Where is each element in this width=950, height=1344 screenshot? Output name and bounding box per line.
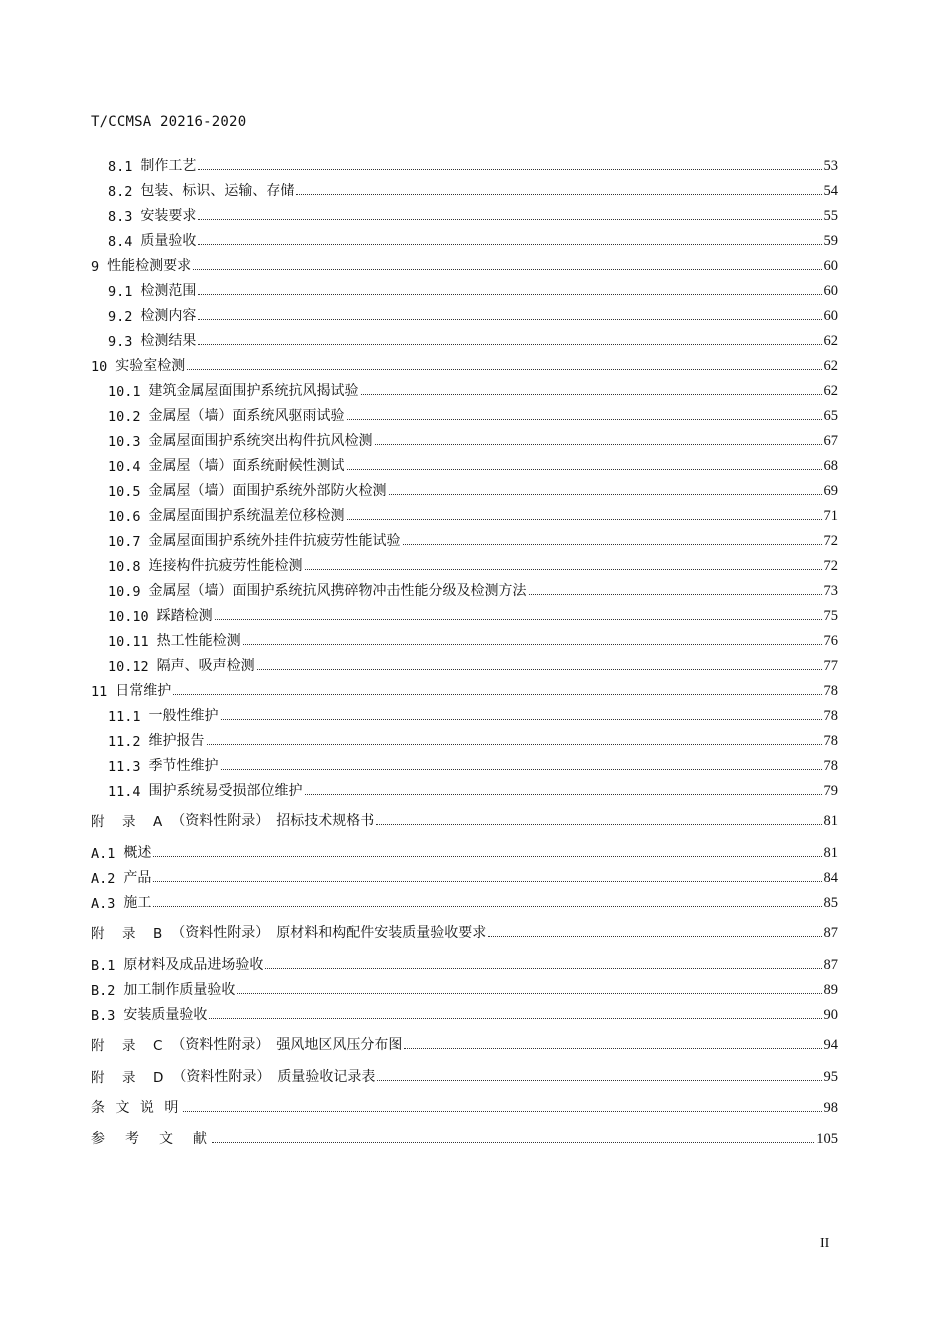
- toc-entry[interactable]: [108, 705, 838, 725]
- toc-entry-page: 72: [823, 533, 838, 549]
- toc-entry-number: 8.3: [108, 209, 133, 225]
- toc-entry-title: 金属屋（墙）面系统风驱雨试验: [148, 408, 345, 424]
- toc-entry[interactable]: [91, 680, 838, 700]
- toc-entry-title: （资料性附录） 原材料和构配件安装质量验收要求: [164, 925, 487, 941]
- toc-entry-title: 安装要求: [140, 208, 197, 224]
- toc-entry-page: 78: [823, 708, 838, 724]
- toc-leader-dots: [361, 394, 822, 395]
- toc-entry-page: 85: [823, 895, 838, 911]
- toc-entry[interactable]: [108, 780, 838, 800]
- toc-entry-title: 隔声、吸声检测: [156, 658, 255, 674]
- toc-leader-dots: [198, 244, 821, 245]
- toc-entry-title: 参 考 文 献: [91, 1131, 210, 1147]
- toc-entry[interactable]: [108, 480, 838, 500]
- toc-entry-title: 检测结果: [140, 333, 197, 349]
- toc-entry-page: 87: [823, 925, 838, 941]
- toc-leader-dots: [237, 993, 821, 994]
- toc-leader-dots: [215, 619, 822, 620]
- toc-entry-title: 金属屋面围护系统温差位移检测: [148, 508, 345, 524]
- toc-entry-number: 11.3: [108, 759, 141, 775]
- toc-entry-number: B.2: [91, 983, 116, 999]
- toc-entry-number: 10.5: [108, 484, 141, 500]
- toc-entry-number: 9.3: [108, 334, 133, 350]
- toc-entry[interactable]: [108, 180, 838, 200]
- toc-entry[interactable]: [108, 205, 838, 225]
- toc-entry-title: 围护系统易受损部位维护: [148, 783, 303, 799]
- toc-leader-dots: [347, 469, 822, 470]
- toc-entry[interactable]: [91, 1066, 838, 1086]
- toc-entry-number: 11: [91, 684, 108, 700]
- toc-leader-dots: [377, 1080, 821, 1081]
- toc-entry[interactable]: [108, 530, 838, 550]
- toc-entry-title: 一般性维护: [148, 708, 219, 724]
- toc-leader-dots: [305, 794, 822, 795]
- toc-entry-title: 检测范围: [140, 283, 197, 299]
- toc-entry-page: 87: [823, 957, 838, 973]
- toc-entry[interactable]: [108, 605, 838, 625]
- toc-leader-dots: [243, 644, 822, 645]
- toc-leader-dots: [265, 968, 821, 969]
- toc-leader-dots: [198, 344, 821, 345]
- toc-entry-number: B.1: [91, 958, 116, 974]
- toc-entry-page: 78: [823, 733, 838, 749]
- toc-entry-number: 9.2: [108, 309, 133, 325]
- toc-entry-number: 9.1: [108, 284, 133, 300]
- toc-entry-title: 安装质量验收: [123, 1007, 208, 1023]
- toc-entry-title: （资料性附录） 质量验收记录表: [165, 1069, 376, 1085]
- toc-entry[interactable]: [91, 954, 838, 974]
- toc-entry[interactable]: [108, 555, 838, 575]
- toc-entry[interactable]: [91, 892, 838, 912]
- toc-leader-dots: [198, 169, 821, 170]
- toc-entry-number: 8.2: [108, 184, 133, 200]
- toc-entry-title: 实验室检测: [115, 358, 186, 374]
- toc-entry-page: 69: [823, 483, 838, 499]
- toc-leader-dots: [347, 519, 822, 520]
- toc-entry-number: 10.1: [108, 384, 141, 400]
- toc-entry-title: 加工制作质量验收: [123, 982, 236, 998]
- toc-entry-title: 制作工艺: [140, 158, 197, 174]
- toc-entry-page: 95: [823, 1069, 838, 1085]
- toc-leader-dots: [221, 769, 822, 770]
- toc-entry-number: 10.7: [108, 534, 141, 550]
- toc-entry-page: 67: [823, 433, 838, 449]
- toc-entry-number: A.2: [91, 871, 116, 887]
- toc-entry-title: 连接构件抗疲劳性能检测: [148, 558, 303, 574]
- toc-entry[interactable]: [108, 630, 838, 650]
- toc-entry-page: 73: [823, 583, 838, 599]
- toc-entry-number: 8.4: [108, 234, 133, 250]
- toc-entry-title: 金属屋面围护系统外挂件抗疲劳性能试验: [148, 533, 401, 549]
- toc-entry-title: 包装、标识、运输、存储: [140, 183, 295, 199]
- toc-entry-title: 金属屋（墙）面围护系统外部防火检测: [148, 483, 387, 499]
- toc-entry-title: 性能检测要求: [107, 258, 192, 274]
- toc-entry-page: 79: [823, 783, 838, 799]
- toc-entry-page: 77: [823, 658, 838, 674]
- toc-leader-dots: [375, 444, 822, 445]
- toc-entry-number: A.3: [91, 896, 116, 912]
- toc-leader-dots: [183, 1111, 821, 1112]
- toc-entry-number: 11.4: [108, 784, 141, 800]
- toc-entry-title: （资料性附录） 强风地区风压分布图: [164, 1037, 403, 1053]
- toc-entry[interactable]: [108, 505, 838, 525]
- toc-entry[interactable]: [108, 330, 838, 350]
- toc-entry-number: B.3: [91, 1008, 116, 1024]
- toc-leader-dots: [347, 419, 822, 420]
- document-code-header: T/CCMSA 20216-2020: [91, 114, 247, 130]
- toc-entry-number: 10.10: [108, 609, 149, 625]
- toc-entry-title: 季节性维护: [148, 758, 219, 774]
- toc-entry-number: 10.11: [108, 634, 149, 650]
- toc-entry-number: 10: [91, 359, 108, 375]
- toc-entry-number: 11.1: [108, 709, 141, 725]
- toc-entry-number: 10.3: [108, 434, 141, 450]
- toc-entry[interactable]: [108, 380, 838, 400]
- toc-entry-page: 105: [816, 1131, 838, 1147]
- toc-entry-title: 质量验收: [140, 233, 197, 249]
- toc-entry-number: 8.1: [108, 159, 133, 175]
- toc-entry-title: 检测内容: [140, 308, 197, 324]
- toc-entry-page: 53: [823, 158, 838, 174]
- toc-entry-page: 60: [823, 283, 838, 299]
- toc-entry-page: 59: [823, 233, 838, 249]
- toc-entry[interactable]: [91, 979, 838, 999]
- toc-entry-page: 68: [823, 458, 838, 474]
- toc-entry-page: 78: [823, 683, 838, 699]
- toc-entry[interactable]: [91, 867, 838, 887]
- toc-leader-dots: [404, 1048, 821, 1049]
- toc-entry-title: 建筑金属屋面围护系统抗风揭试验: [148, 383, 359, 399]
- toc-entry[interactable]: [108, 755, 838, 775]
- toc-leader-dots: [153, 881, 821, 882]
- toc-entry-title: 产品: [123, 870, 152, 886]
- toc-entry-page: 54: [823, 183, 838, 199]
- toc-entry-title: 踩踏检测: [156, 608, 213, 624]
- toc-entry-number: 10.2: [108, 409, 141, 425]
- toc-entry-title: 热工性能检测: [156, 633, 241, 649]
- toc-entry-number: 10.9: [108, 584, 141, 600]
- toc-entry-number: 附 录 B: [91, 926, 165, 942]
- toc-entry-page: 81: [823, 845, 838, 861]
- toc-entry[interactable]: [91, 1128, 838, 1148]
- toc-entry-title: 金属屋面围护系统突出构件抗风检测: [148, 433, 373, 449]
- toc-leader-dots: [488, 936, 821, 937]
- toc-entry-number: 10.4: [108, 459, 141, 475]
- toc-leader-dots: [389, 494, 822, 495]
- toc-entry[interactable]: [91, 355, 838, 375]
- toc-entry-page: 60: [823, 308, 838, 324]
- toc-entry[interactable]: [108, 430, 838, 450]
- toc-entry-title: 条 文 说 明: [91, 1100, 182, 1116]
- toc-entry[interactable]: [108, 455, 838, 475]
- toc-entry-page: 62: [823, 358, 838, 374]
- toc-entry[interactable]: [91, 1034, 838, 1054]
- toc-leader-dots: [257, 669, 822, 670]
- toc-entry[interactable]: [108, 405, 838, 425]
- toc-entry-title: 原材料及成品进场验收: [123, 957, 264, 973]
- toc-leader-dots: [153, 906, 821, 907]
- page-number: II: [820, 1236, 830, 1251]
- toc-entry-title: 金属屋（墙）面系统耐候性测试: [148, 458, 345, 474]
- toc-entry-title: （资料性附录） 招标技术规格书: [164, 813, 375, 829]
- toc-entry-number: 9: [91, 259, 100, 275]
- toc-entry-page: 60: [823, 258, 838, 274]
- toc-entry-number: 附 录 C: [91, 1038, 165, 1054]
- toc-entry[interactable]: [91, 1004, 838, 1024]
- toc-leader-dots: [209, 1018, 821, 1019]
- toc-leader-dots: [212, 1142, 814, 1143]
- toc-entry-page: 81: [823, 813, 838, 829]
- toc-entry-page: 75: [823, 608, 838, 624]
- toc-leader-dots: [296, 194, 821, 195]
- toc-entry-title: 维护报告: [148, 733, 205, 749]
- toc-entry-page: 89: [823, 982, 838, 998]
- toc-entry-page: 62: [823, 333, 838, 349]
- toc-leader-dots: [198, 319, 821, 320]
- toc-leader-dots: [198, 294, 821, 295]
- toc-entry[interactable]: [91, 810, 838, 830]
- toc-entry[interactable]: [91, 842, 838, 862]
- toc-entry[interactable]: [108, 305, 838, 325]
- toc-leader-dots: [376, 824, 821, 825]
- toc-entry[interactable]: [108, 730, 838, 750]
- toc-entry-title: 日常维护: [115, 683, 172, 699]
- toc-entry-page: 94: [823, 1037, 838, 1053]
- toc-leader-dots: [173, 694, 821, 695]
- toc-entry-number: 10.12: [108, 659, 149, 675]
- toc-leader-dots: [305, 569, 822, 570]
- toc-entry-page: 84: [823, 870, 838, 886]
- toc-entry-title: 施工: [123, 895, 152, 911]
- toc-entry-page: 72: [823, 558, 838, 574]
- toc-entry-page: 65: [823, 408, 838, 424]
- toc-entry-number: 10.6: [108, 509, 141, 525]
- toc-leader-dots: [221, 719, 822, 720]
- toc-entry-title: 概述: [123, 845, 152, 861]
- toc-entry[interactable]: [108, 155, 838, 175]
- toc-entry-number: 10.8: [108, 559, 141, 575]
- toc-leader-dots: [198, 219, 821, 220]
- toc-entry-page: 78: [823, 758, 838, 774]
- toc-entry[interactable]: [108, 280, 838, 300]
- toc-entry-page: 71: [823, 508, 838, 524]
- toc-entry-page: 62: [823, 383, 838, 399]
- toc-entry[interactable]: [108, 655, 838, 675]
- toc-entry-page: 76: [823, 633, 838, 649]
- toc-entry-page: 55: [823, 208, 838, 224]
- toc-entry-title: 金属屋（墙）面围护系统抗风携碎物冲击性能分级及检测方法: [148, 583, 527, 599]
- toc-leader-dots: [153, 856, 821, 857]
- toc-leader-dots: [187, 369, 821, 370]
- toc-entry[interactable]: [91, 922, 838, 942]
- toc-leader-dots: [403, 544, 822, 545]
- toc-entry-number: A.1: [91, 846, 116, 862]
- toc-entry[interactable]: [108, 230, 838, 250]
- toc-entry[interactable]: [108, 580, 838, 600]
- toc-leader-dots: [207, 744, 822, 745]
- toc-entry-page: 98: [823, 1100, 838, 1116]
- toc-entry-number: 附 录 D: [91, 1070, 166, 1086]
- toc-entry-number: 11.2: [108, 734, 141, 750]
- toc-entry[interactable]: [91, 1097, 838, 1117]
- toc-leader-dots: [529, 594, 822, 595]
- toc-entry-page: 90: [823, 1007, 838, 1023]
- toc-leader-dots: [193, 269, 821, 270]
- toc-entry[interactable]: [91, 255, 838, 275]
- toc-entry-number: 附 录 A: [91, 814, 165, 830]
